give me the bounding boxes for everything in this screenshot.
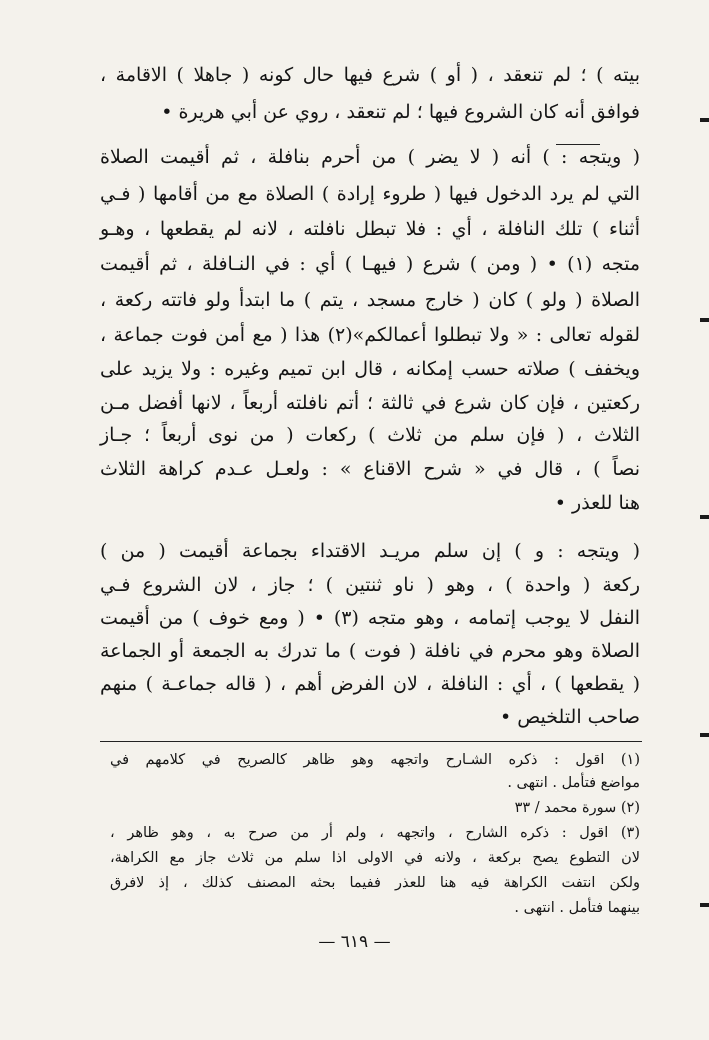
- body-line: ويخفف ) صلاته حسب إمكانه ، قال ابن تميم وغيره : ولا يزيد على: [100, 358, 640, 380]
- body-line: ( ويتجه : و ) إن سلم مريـد الاقتداء بجماعة أقيمت ( من ): [100, 540, 640, 562]
- scan-edge-mark: [700, 903, 709, 907]
- body-line: فوافق أنه كان الشروع فيها ؛ لم تنعقد ، روي عن أبي هريرة •: [161, 101, 640, 123]
- body-line: الصلاة ( ولو ) كان ( خارج مسجد ، يتم ) ما ابتدأ ولو فاتته ركعة ،: [100, 289, 640, 311]
- scan-edge-mark: [700, 515, 709, 519]
- scan-edge-mark: [700, 118, 709, 122]
- page-number: — ٦١٩ —: [318, 932, 391, 952]
- body-line: الثلاث ، ( فإن سلم من ثلاث ) ركعات ( من نوى أربعاً ؛ جـاز: [100, 424, 640, 446]
- body-line: النفل لا يوجب إتمامه ، وهو متجه (٣) • ( ومع خوف ) من أقيمت: [100, 607, 640, 629]
- body-line: ركعة ( واحدة ) ، وهو ( ناو ثنتين ) ؛ جاز ، لان الشروع فـي: [100, 574, 640, 596]
- body-line: متجه (١) • ( ومن ) شرع ( فيهـا ) أي : في النـافلة ، ثم أقيمت: [100, 253, 640, 275]
- footnote-line: مواضع فتأمل . انتهى .: [507, 775, 640, 791]
- footnote-line: بينهما فتأمل . انتهى .: [514, 900, 640, 916]
- body-line: ( ويتجه : ) أنه ( لا يضر ) من أحرم بنافلة ، ثم أقيمت الصلاة: [100, 146, 640, 168]
- footnote-line: لان التطوع يصح بركعة ، ولانه في الاولى اذا سلم من ثلاث جاز مع الكراهة،: [110, 850, 640, 866]
- body-line: صاحب التلخيص •: [500, 706, 640, 728]
- body-line: ( يقطعها ) ، أي : النافلة ، لان الفرض أهم ، ( قاله جماعـة ) منهم: [100, 673, 640, 695]
- body-line: بيته ) ؛ لم تنعقد ، ( أو ) شرع فيها حال كونه ( جاهلا ) الاقامة ،: [100, 64, 640, 86]
- body-line: ركعتين ، فإن كان شرع في ثالثة ؛ أتم نافلته أربعاً ، لانها أفضل مـن: [100, 392, 640, 414]
- body-line: أثناء ) تلك النافلة ، أي : فلا تبطل نافلته ، لانه لم يقطعها ، وهـو: [100, 218, 640, 240]
- body-line: الصلاة وهو محرم في نافلة ( فوت ) ما تدرك به الجمعة أو الجماعة: [100, 640, 640, 662]
- body-line: نصاً ) ، قال في « شرح الاقناع » : ولعـل عـدم كراهة الثلاث: [100, 458, 640, 480]
- scan-edge-mark: [700, 733, 709, 737]
- footnote-line: (١) اقول : ذكره الشـارح واتجهه وهو ظاهر كالصريح في كلامهم في: [110, 752, 640, 768]
- body-line: هنا للعذر •: [554, 492, 640, 514]
- body-line: لقوله تعالى : « ولا تبطلوا أعمالكم»(٢) هذا ( مع أمن فوت جماعة ،: [100, 324, 640, 346]
- footnote-line: ولكن انتفت الكراهة فيه هنا للعذر ففيما بحثه المصنف كذلك ، إذ لافرق: [110, 875, 640, 891]
- body-line: التي لم يرد الدخول فيها ( طروء إرادة ) الصلاة مع من أقامها ( فـي: [100, 183, 640, 205]
- scan-edge-mark: [700, 318, 709, 322]
- footnote-line: (٣) اقول : ذكره الشارح ، واتجهه ، ولم أر من صرح به ، وهو ظاهر ،: [110, 825, 640, 841]
- footnote-line: (٢) سورة محمد / ٣٣: [514, 800, 640, 816]
- footnote-separator: [100, 741, 642, 742]
